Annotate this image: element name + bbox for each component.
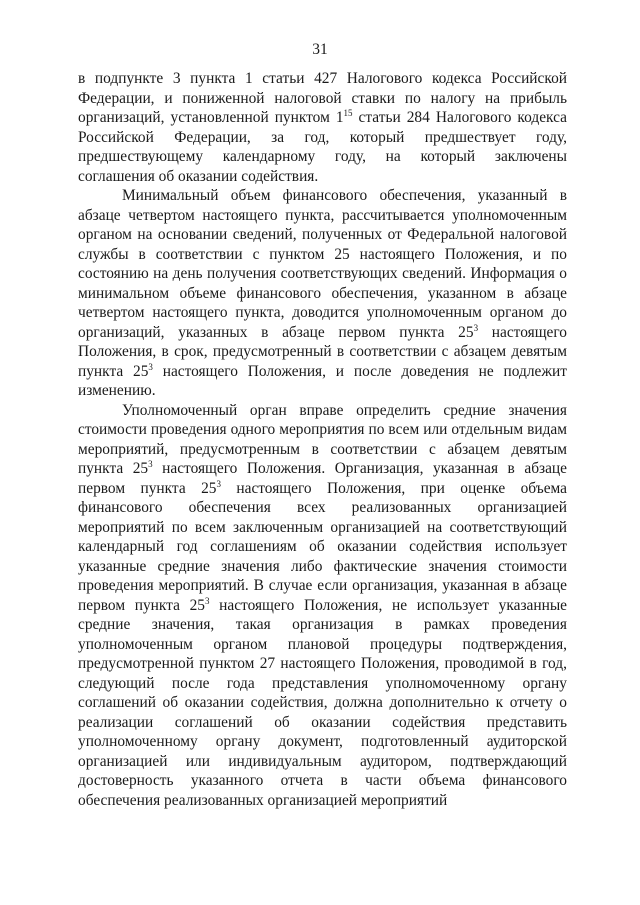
paragraph-continuation: в подпункте 3 пункта 1 статьи 427 Налогового кодекса Российской Федерации, и пониженной налоговой ставки по налогу на прибыль организаций, установленной пунктом $1^{15}$ статьи 284 Налогового кодекса Российской Федерации, за год, который предшествует году, предшествующему календарному году, на который заключены соглашения об оказании содействия. [78, 70, 567, 185]
paragraph-minimum-volume: Минимальный объем финансового обеспечения, указанный в абзаце четвертом настоящего пункта, рассчитывается уполномоченным органом на основании сведений, полученных от Федеральной налоговой службы в соответствии с пунктом 25 настоящего Положения, и по состоянию на день получения соответствующих сведений. Информация о минимальном объеме финансового обеспечения, указанном в абзаце четвертом настоящего пункта, доводится уполномоченным органом до организаций, указанных в абзаце первом пункта $25^3$ настоящего Положения, в срок, предусмотренный в соответствии с абзацем девятым пункта $25^3$ настоящего Положения, и после доведения не подлежит изменению. [78, 187, 567, 399]
superscript: 3 [148, 459, 153, 469]
page-number: 31 [312, 41, 328, 58]
superscript: 3 [216, 478, 221, 489]
superscript: 3 [204, 595, 210, 606]
paragraph-average-values: Уполномоченный орган вправе определить средние значения стоимости проведения одного мероприятия по всем или отдельным видам мероприятий, предусмотренным в соответствии с абзацем девятым пункта $25^3$ настоящего Положения. Организация, указанная в абзаце первом пункта $25^3$ настоящего Положения, при оценке объема финансового обеспечения всех реализованных организацией мероприятий по всем заключенным организацией на соответствующий календарный год соглашениям об оказании содействия использует указанные средние значения либо фактические значения стоимости проведения мероприятий. В случае если организация, указанная в абзаце первом пункта $25^3$ настоящего Положения, не использует указанные средние значения, такая организация в рамках проведения уполномоченным органом плановой процедуры подтверждения, предусмотренной пунктом 27 настоящего Положения, проводимой в год, следующий после года представления уполномоченному органу соглашений об оказании содействия, должна дополнительно к отчету о реализации соглашений об оказании содействия представить уполномоченному органу документ, подготовленный аудиторской организацией или индивидуальным аудитором, подтверждающий достоверность указанного отчета в части объема финансового обеспечения реализованных организацией мероприятий [78, 401, 567, 809]
document-body [78, 69, 567, 810]
superscript: 3 [148, 361, 153, 372]
superscript: 15 [343, 108, 353, 118]
superscript: 3 [473, 322, 479, 333]
